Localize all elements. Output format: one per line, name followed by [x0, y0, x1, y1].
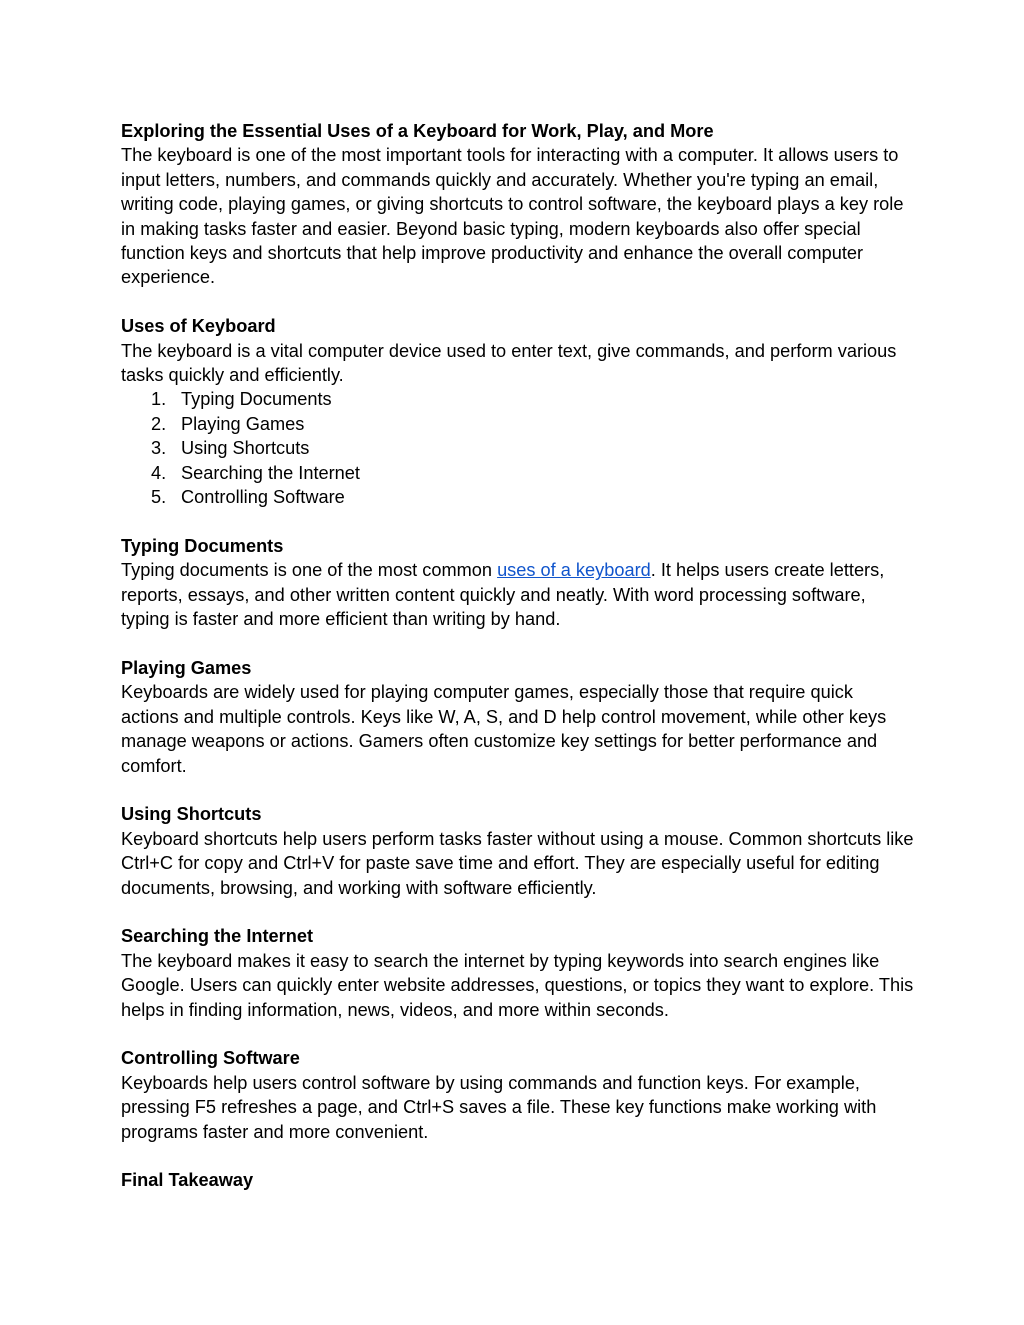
shortcuts-heading: Using Shortcuts	[121, 804, 262, 825]
list-item	[121, 436, 914, 460]
list-item-number: 2.	[151, 413, 167, 434]
uses-paragraph: The keyboard is a vital computer device used to enter text, give commands, and perform various tasks quickly and efficiently.	[121, 340, 897, 386]
list-item-label: Using Shortcuts	[181, 438, 310, 459]
uses-section	[121, 314, 914, 509]
intro-section	[121, 119, 914, 290]
software-paragraph: Keyboards help users control software by using commands and function keys. For example, pressing F5 refreshes a page, and Ctrl+S saves a file. These key functions make working with programs faster and more convenient.	[121, 1072, 877, 1142]
games-heading: Playing Games	[121, 657, 252, 678]
takeaway-section	[121, 1168, 914, 1192]
shortcuts-section	[121, 802, 914, 900]
list-item-number: 5.	[151, 487, 167, 508]
internet-paragraph: The keyboard makes it easy to search the internet by typing keywords into search engines like Google. Users can quickly enter website addresses, questions, or topics they want to explore. This helps in finding information, news, videos, and more within seconds.	[121, 950, 914, 1020]
software-section	[121, 1046, 914, 1144]
document-title: Exploring the Essential Uses of a Keyboard for Work, Play, and More	[121, 121, 714, 141]
shortcuts-paragraph: Keyboard shortcuts help users perform tasks faster without using a mouse. Common shortcuts like Ctrl+C for copy and Ctrl+V for paste save time and effort. They are especially useful for editing documents, browsing, and working with software efficiently.	[121, 828, 914, 898]
list-item-number: 1.	[151, 389, 167, 410]
games-section	[121, 656, 914, 778]
list-item	[121, 461, 914, 485]
list-item-label: Controlling Software	[181, 487, 345, 508]
software-heading: Controlling Software	[121, 1048, 300, 1069]
typing-text-before: Typing documents is one of the most common	[121, 560, 498, 581]
list-item-number: 4.	[151, 462, 167, 483]
list-item	[121, 387, 914, 411]
uses-list	[121, 387, 914, 509]
list-item-number: 3.	[151, 438, 167, 459]
uses-of-keyboard-link[interactable]: uses of a keyboard	[497, 560, 651, 581]
typing-heading: Typing Documents	[121, 535, 284, 556]
internet-section	[121, 924, 914, 1022]
takeaway-heading: Final Takeaway	[121, 1170, 254, 1191]
typing-paragraph	[121, 558, 914, 631]
intro-paragraph: The keyboard is one of the most important tools for interacting with a computer. It allows users to input letters, numbers, and commands quickly and accurately. Whether you're typing an email, writing code, playing games, or giving shortcuts to control software, the keyboard plays a key role in making tasks faster and easier. Beyond basic typing, modern keyboards also offer special function keys and shortcuts that help improve productivity and enhance the overall computer experience.	[121, 145, 904, 288]
list-item	[121, 412, 914, 436]
list-item-label: Playing Games	[181, 413, 305, 434]
list-item	[121, 485, 914, 509]
uses-heading: Uses of Keyboard	[121, 316, 276, 337]
typing-text-after: . It helps users create letters, reports, essays, and other written content quickly and neatly. With word processing software, typing is faster and more efficient than writing by hand.	[121, 560, 885, 630]
list-item-label: Searching the Internet	[181, 462, 360, 483]
internet-heading: Searching the Internet	[121, 926, 314, 947]
list-item-label: Typing Documents	[181, 389, 332, 410]
games-paragraph: Keyboards are widely used for playing computer games, especially those that require quick actions and multiple controls. Keys like W, A, S, and D help control movement, while other keys manage weapons or actions. Gamers often customize key settings for better performance and comfort.	[121, 682, 887, 776]
typing-section	[121, 534, 914, 632]
